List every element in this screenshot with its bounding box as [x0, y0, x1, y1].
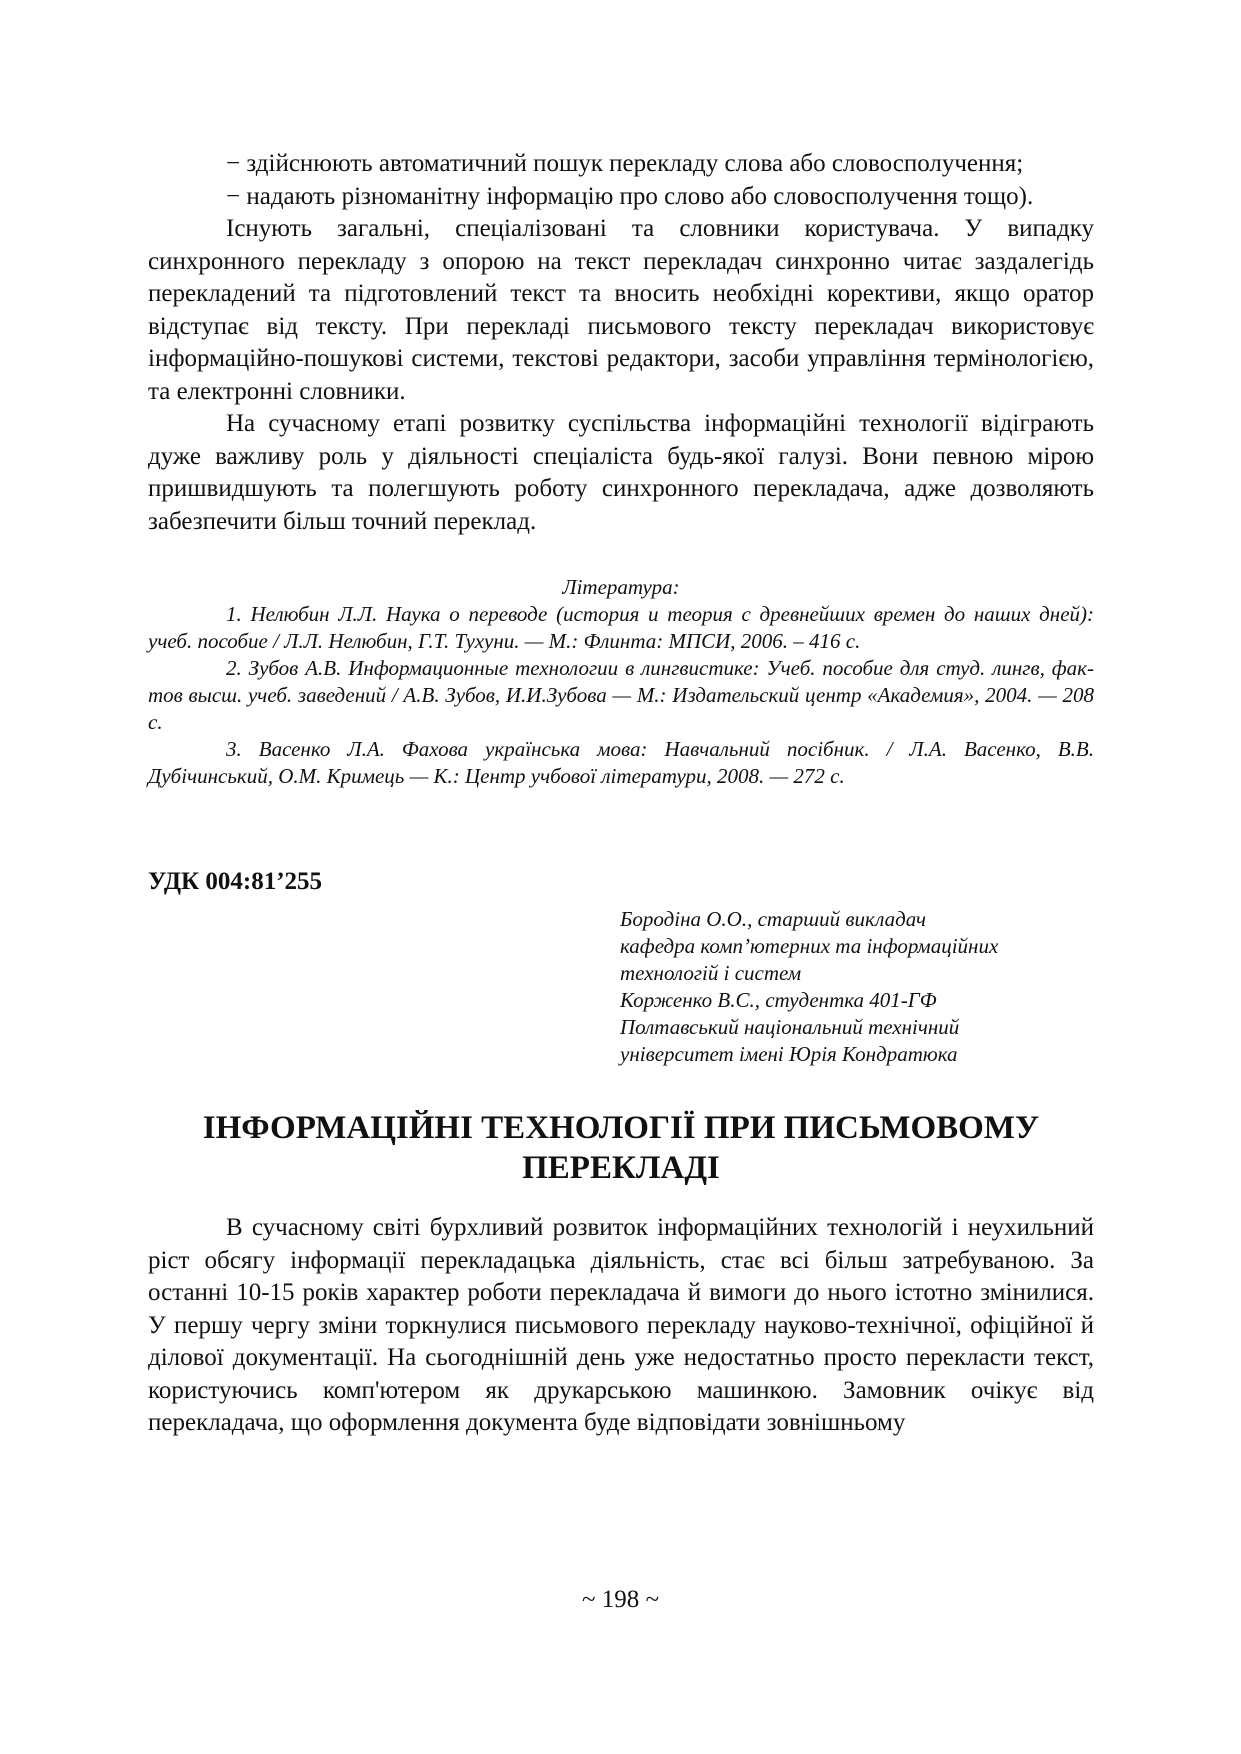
author-line: кафедра комп’ютерних та інформаційних [620, 934, 999, 958]
list-item-info: − надають різноманітну інформацію про слово або словосполучення тощо). [226, 182, 1034, 210]
page-number: ~ 198 ~ [581, 1586, 660, 1613]
article-title [148, 1108, 1094, 1188]
article-title-line: ПЕРЕКЛАДІ [522, 1150, 720, 1186]
reference-item: 3. Васенко Л.А. Фахова українська мова: Навчальний посібник. / Л.А. Васенко, В.В. Дубічинський, О.М. Кримець — К.: Центр учбової літератури, 2008. — 272 с. [148, 737, 1094, 788]
author-line: Бородіна О.О., старший викладач [620, 907, 927, 931]
list-item-search: − здійснюють автоматичний пошук перекладу слова або словосполучення; [226, 150, 1024, 177]
literature-heading: Література: [562, 575, 680, 599]
udk-code: УДК 004:81’255 [148, 868, 323, 895]
article-paragraph: В сучасному світі бурхливий розвиток інформаційних технологій і неухильний ріст обсягу інформації перекладацька діяльність, стає всі більш затребуваною. За останні 10-15 років характер роботи перекладача й вимоги до нього істотно змінилися. У першу чергу зміни торкнулися письмового перекладу науково-технічної, офіційної й ділової документації. На сьогоднішній день уже недостатньо просто перекласти текст, користуючись комп'ютером як друкарською машинкою. Замовник очікує від перекладача, що оформлення документа буде відповідати зовнішньому [148, 1214, 1094, 1436]
paragraph-dictionaries: Існують загальні, спеціалізовані та словники користувача. У випадку синхронного перекладу з опорою на текст перекладач синхронно читає заздалегідь перекладений та підготовлений текст та вносить необхідні корективи, якщо оратор відступає від тексту. При перекладі письмового тексту перекладач використовує інформаційно-пошукові системи, текстові редактори, засоби управління термінологією, та електронні словники. [148, 215, 1094, 405]
page-content [148, 148, 1094, 1440]
article-title-line: ІНФОРМАЦІЙНІ ТЕХНОЛОГІЇ ПРИ ПИСЬМОВОМУ [202, 1110, 1040, 1146]
author-block [620, 906, 1094, 1068]
author-line: університет імені Юрія Кондратюка [620, 1042, 958, 1066]
reference-item: 2. Зубов А.В. Информационные технологии в лингвистике: Учеб. пособие для студ. лингв, фак-тов высш. учеб. заведений / А.В. Зубов, И.И.Зубова — М.: Издательский центр «Академия», 2004. — 208 с. [148, 656, 1094, 734]
paragraph-modern-stage: На сучасному етапі розвитку суспільства інформаційні технології відіграють дуже важливу роль у діяльності спеціаліста будь-якої галузі. Вони певною мірою пришвидшують та полегшують роботу синхронного перекладача, адже дозволяють забезпечити більш точний переклад. [148, 410, 1094, 535]
author-line: технологій і систем [620, 961, 802, 985]
reference-item: 1. Нелюбин Л.Л. Наука о переводе (история и теория с древнейших времен до наших дней): учеб. пособие / Л.Л. Нелюбин, Г.Т. Тухуни. — М.: Флинта: МПСИ, 2006. – 416 с. [148, 602, 1094, 653]
author-line: Полтавський національний технічний [620, 1015, 960, 1039]
author-line: Корженко В.С., студентка 401-ГФ [620, 988, 937, 1012]
